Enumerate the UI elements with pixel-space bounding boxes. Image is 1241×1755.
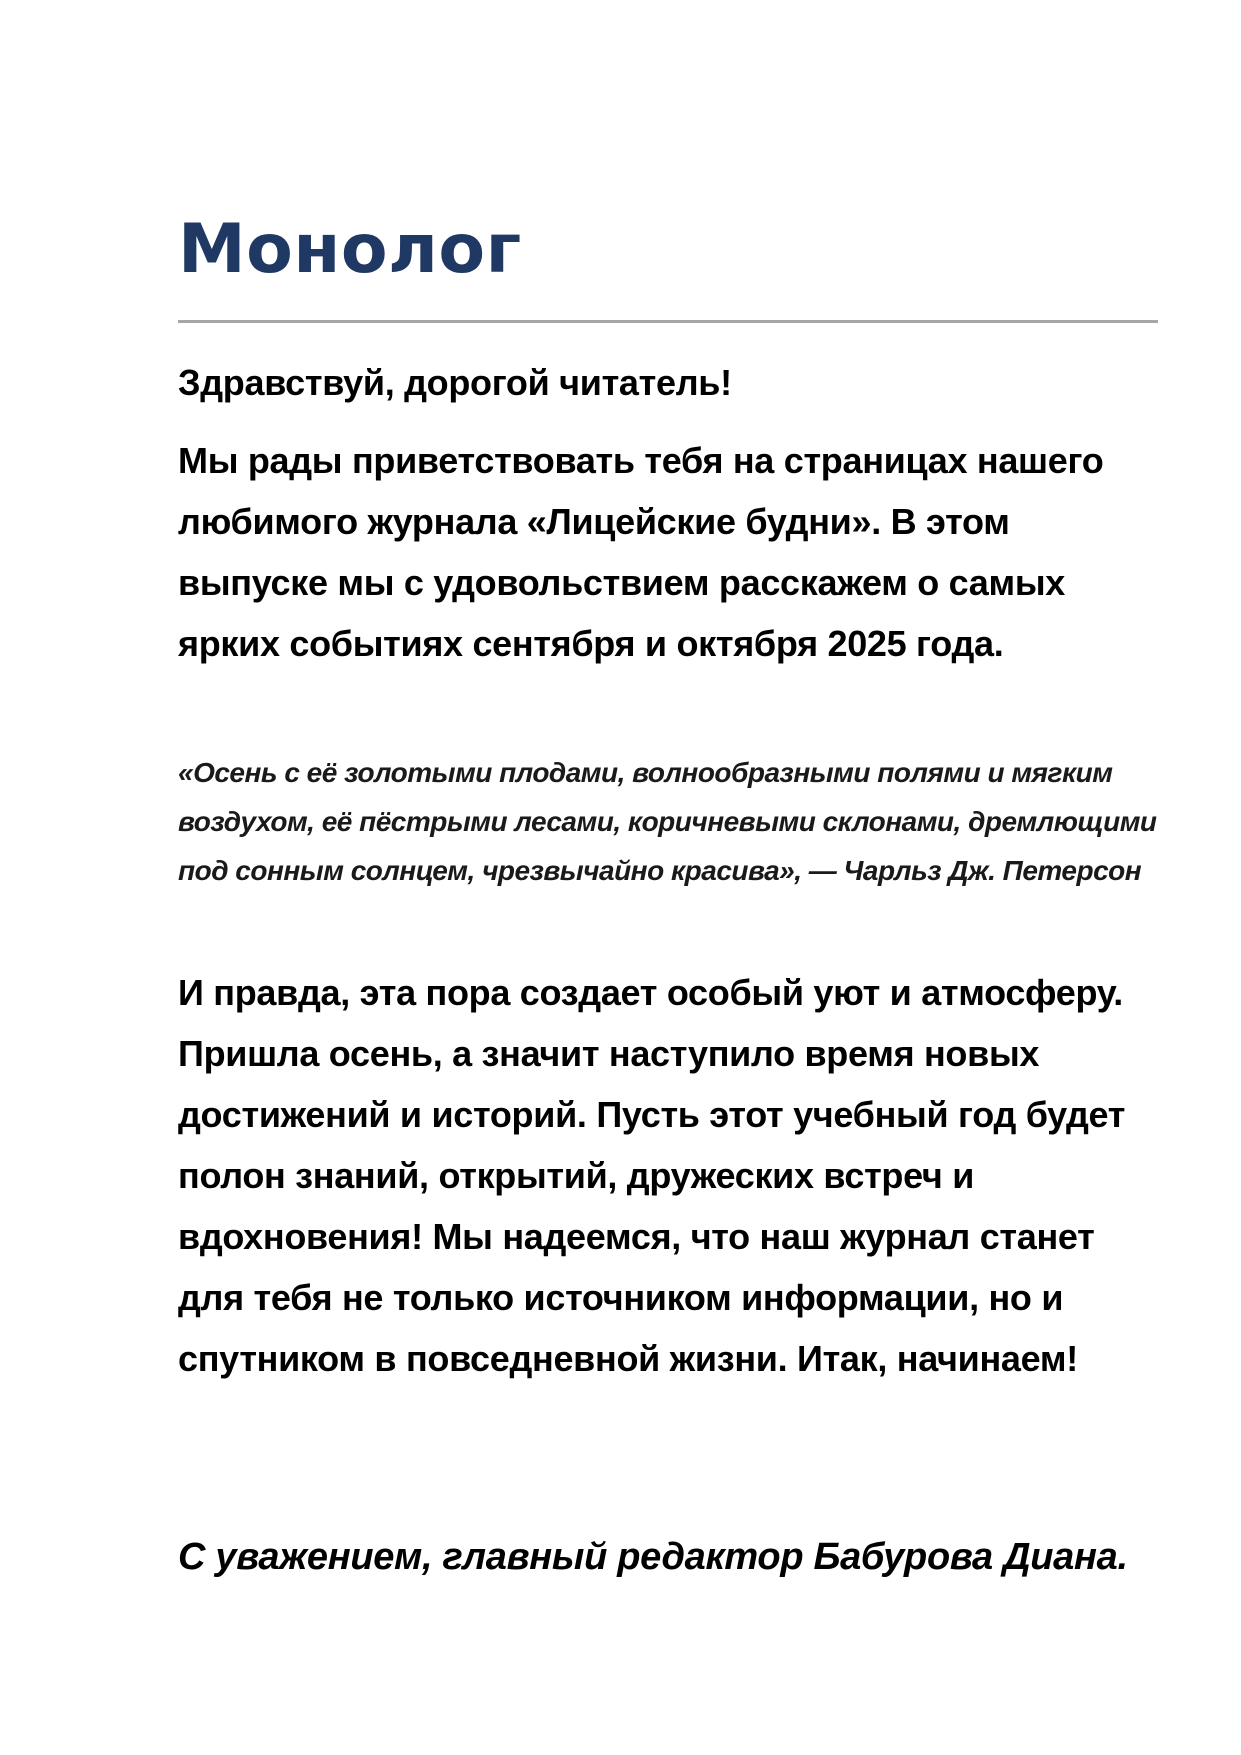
editor-signature: С уважением, главный редактор Бабурова Диана. [178, 1536, 1128, 1578]
epigraph-quote: «Осень с её золотыми плодами, волнообразными полями и мягким воздухом, её пёстрыми лесами, коричневыми склонами, дремлющими под сонным солнцем, чрезвычайно красива», — Чарльз Дж. Петерсон [178, 757, 1157, 886]
intro-paragraph: Мы рады приветствовать тебя на страницах нашего любимого журнала «Лицейские будни». В этом выпуске мы с удовольствием расскажем о самых ярких событиях сентября и октября 2025 года. [178, 440, 1104, 664]
greeting-paragraph: Здравствуй, дорогой читатель! [178, 362, 732, 403]
page-title: Монолог [178, 209, 522, 289]
title-divider [178, 320, 1158, 323]
main-paragraph: И правда, эта пора создает особый уют и атмосферу. Пришла осень, а значит наступило время новых достижений и историй. Пусть этот учебный год будет полон знаний, открытий, дружеских встреч и вдохновения! Мы надеемся, что наш журнал станет для тебя не только источником информации, но и спутником в повседневной жизни. Итак, начинаем! [178, 972, 1126, 1379]
